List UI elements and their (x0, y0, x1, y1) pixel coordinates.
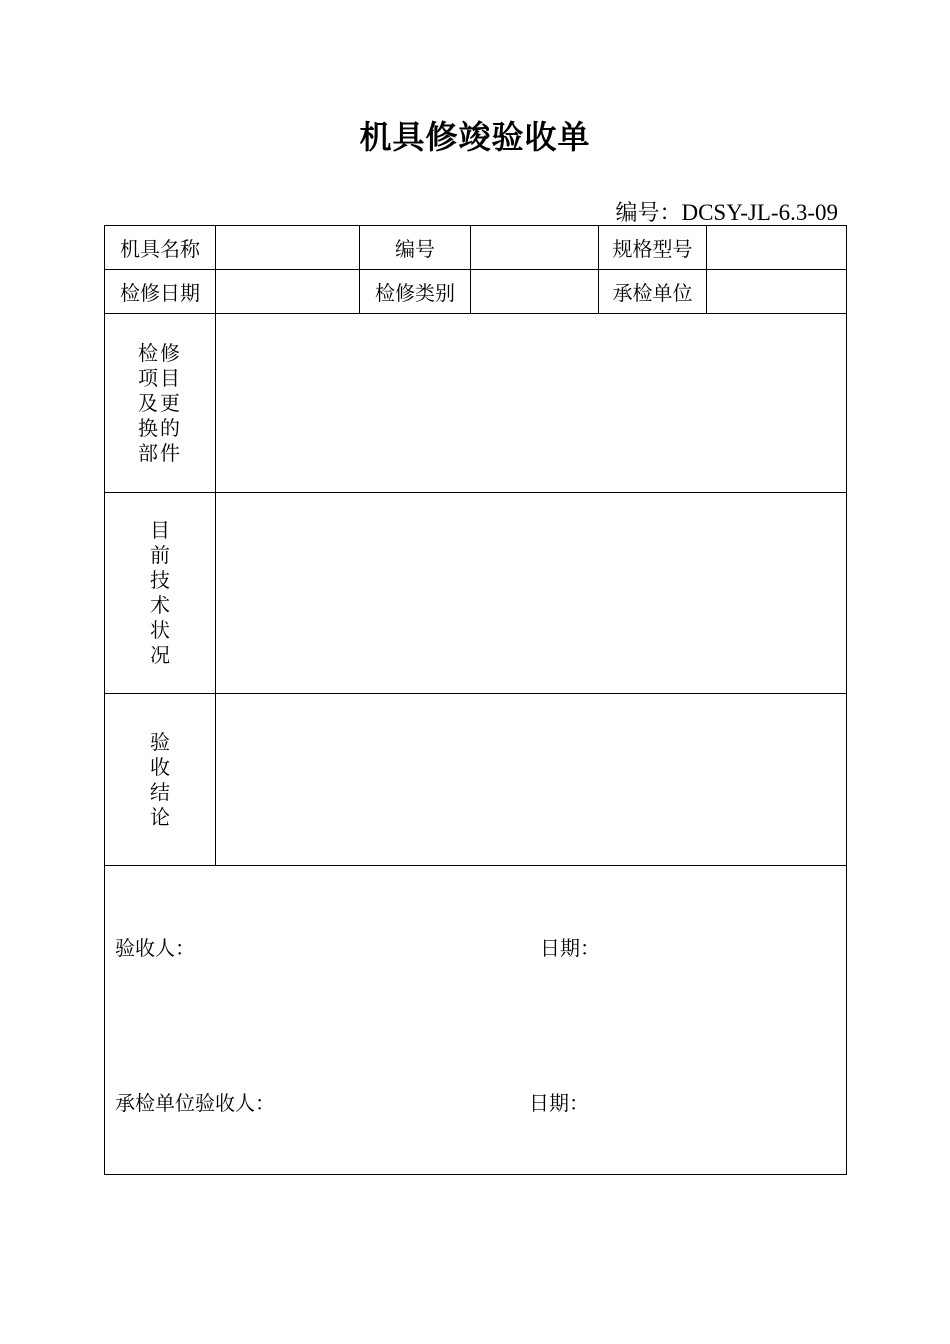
form-row-technical-status (105, 493, 847, 694)
inspection-unit-label: 承检单位 (599, 270, 707, 314)
page-title: 机具修竣验收单 (359, 118, 591, 156)
technical-status-label: 目 前 技 术 状 况 (105, 493, 216, 694)
inspection-unit-field[interactable] (707, 270, 847, 314)
form-row-conclusion (105, 694, 847, 866)
spec-model-field[interactable] (707, 226, 847, 270)
spec-model-label: 规格型号 (599, 226, 707, 270)
repair-category-field[interactable] (471, 270, 599, 314)
technical-status-field[interactable] (216, 493, 847, 694)
acceptor-date-label: 日期： (540, 936, 600, 960)
repair-category-label: 检修类别 (360, 270, 471, 314)
repair-date-label: 检修日期 (105, 270, 216, 314)
equipment-name-field[interactable] (216, 226, 360, 270)
number-field[interactable] (471, 226, 599, 270)
signature-area (105, 866, 847, 1175)
acceptance-form-table (104, 225, 847, 1175)
acceptance-conclusion-field[interactable] (216, 694, 847, 866)
unit-acceptor-label: 承检单位验收人： (115, 1091, 275, 1115)
equipment-name-label: 机具名称 (105, 226, 216, 270)
document-number (615, 196, 838, 227)
document-number-label: 编号： (615, 201, 682, 226)
acceptor-label: 验收人： (115, 936, 195, 960)
acceptance-conclusion-label: 验 收 结 论 (105, 694, 216, 866)
number-label: 编号 (360, 226, 471, 270)
document-number-code: DCSY-JL-6.3-09 (681, 200, 838, 225)
form-row-repair-info (105, 270, 847, 314)
form-row-repair-items (105, 314, 847, 493)
repair-date-field[interactable] (216, 270, 360, 314)
repair-items-field[interactable] (216, 314, 847, 493)
repair-items-label: 检修 项目 及更 换的 部件 (105, 314, 216, 493)
form-row-basic-info (105, 226, 847, 270)
form-row-signatures (105, 866, 847, 1175)
unit-acceptor-date-label: 日期： (529, 1091, 589, 1115)
